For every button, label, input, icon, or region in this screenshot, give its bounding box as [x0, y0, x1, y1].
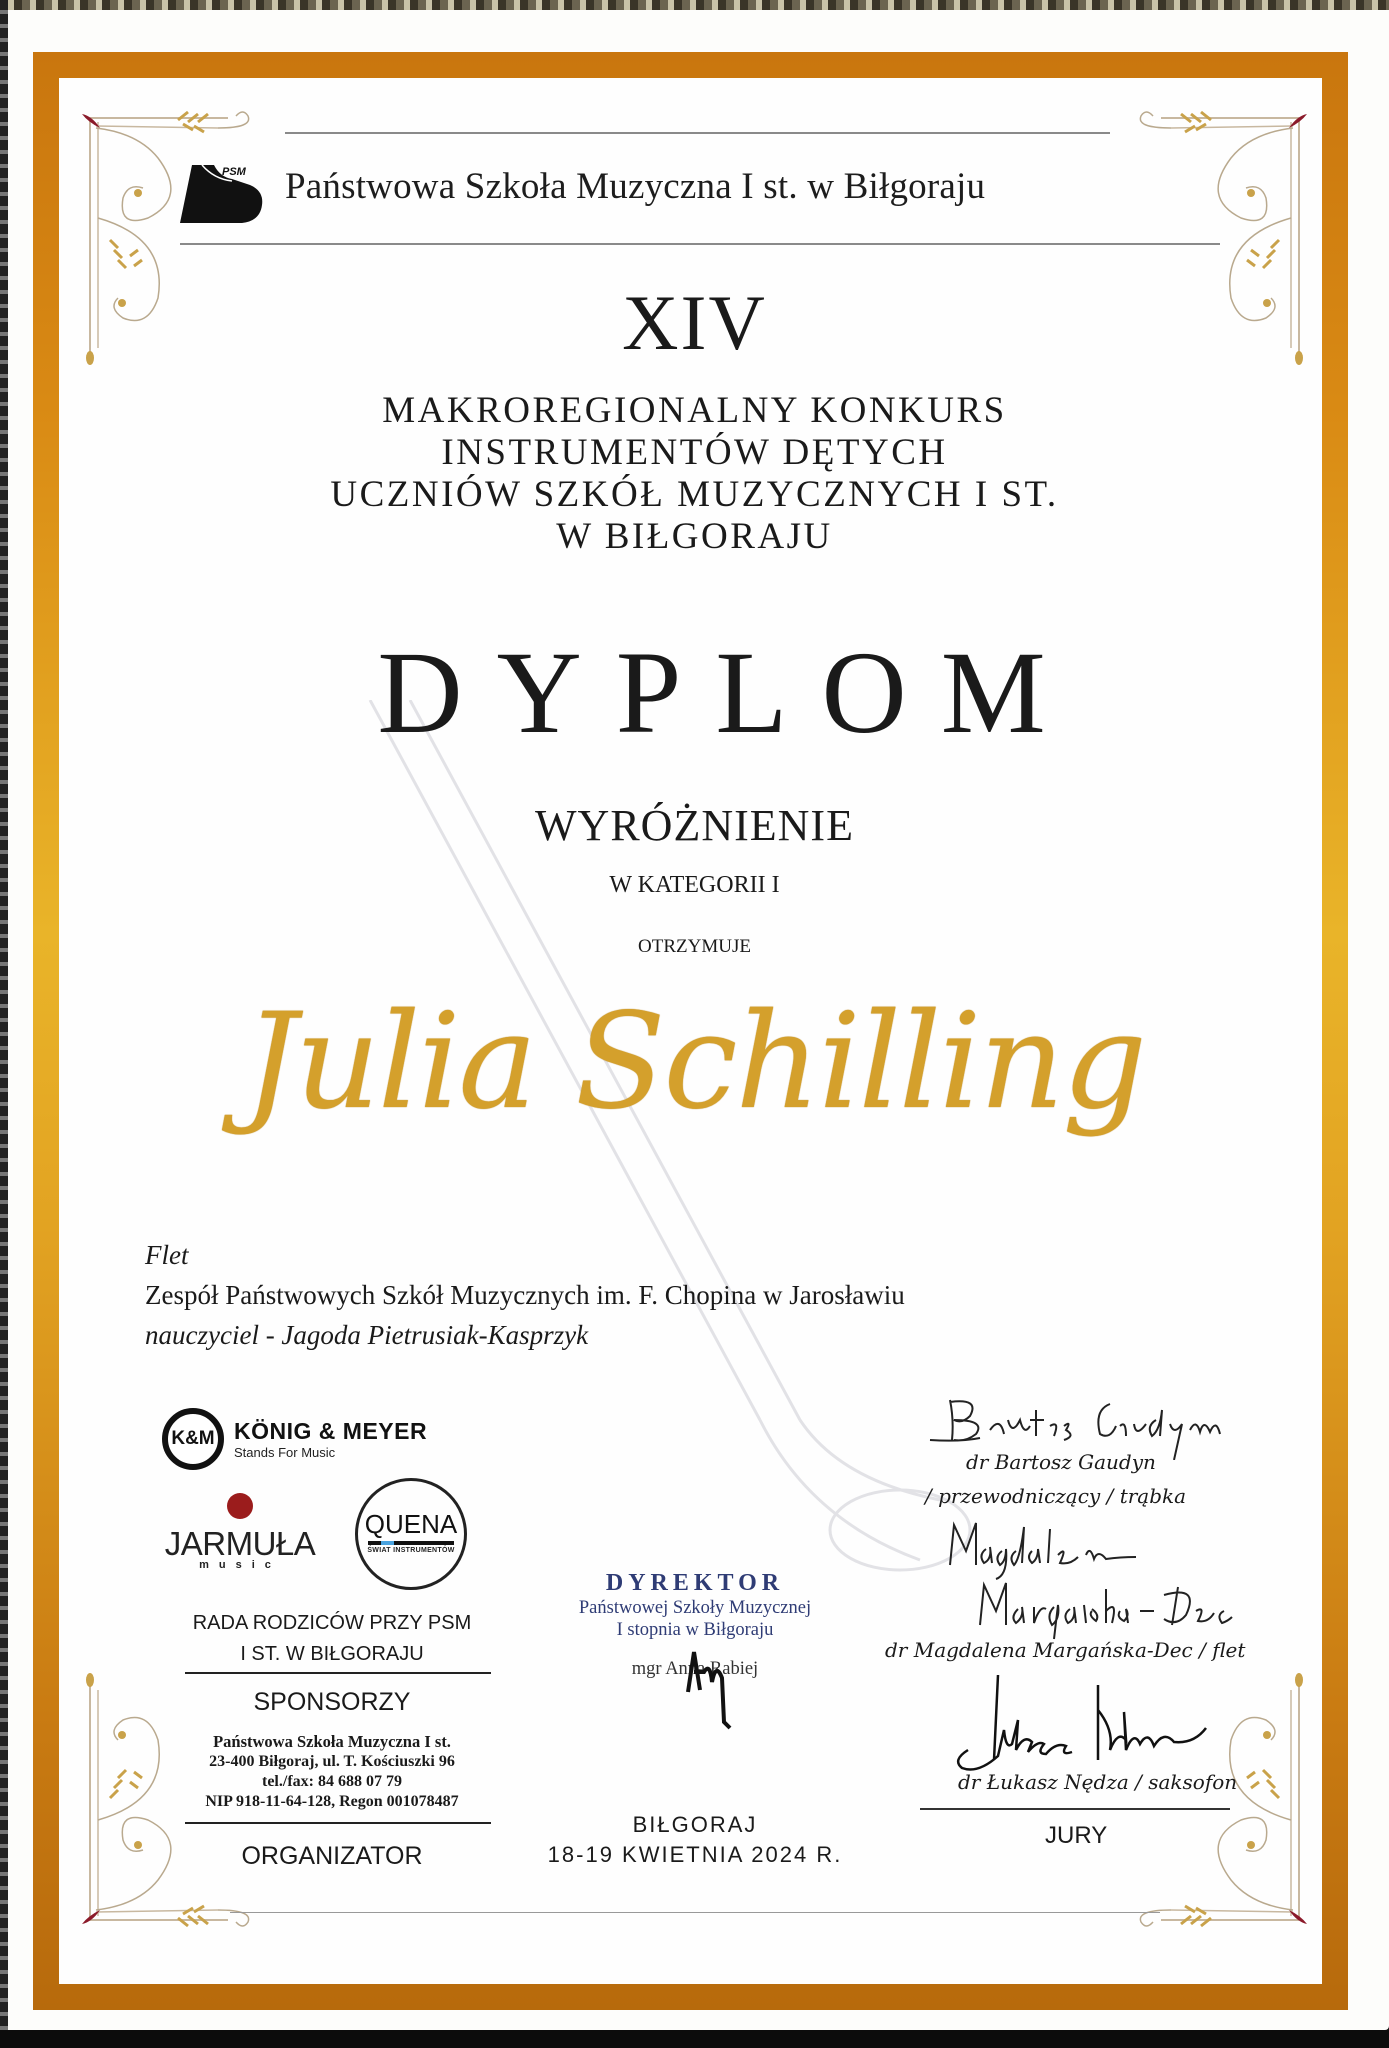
- quena-name: QUENA: [364, 1509, 458, 1539]
- rada-line: RADA RODZICÓW PRZY PSM: [192, 1612, 472, 1634]
- header-divider-top: [285, 132, 1110, 134]
- km-name: KÖNIG & MEYER: [234, 1418, 428, 1444]
- jury-member-2: dr Magdalena Margańska-Dec / flet: [885, 1638, 1246, 1662]
- contest-title-line: W BIŁGORAJU: [556, 516, 833, 557]
- km-tagline: Stands For Music: [234, 1445, 336, 1460]
- receives-label: OTRZYMUJE: [638, 936, 751, 957]
- svg-text:PSM: PSM: [222, 166, 246, 178]
- contest-title-line: INSTRUMENTÓW DĘTYCH: [441, 432, 948, 473]
- psm-piano-logo-icon: [180, 163, 265, 226]
- recipient-name: Julia Schilling: [244, 985, 1145, 1139]
- director-name: mgr Anna Rabiej: [631, 1659, 759, 1679]
- jury-divider: [920, 1808, 1230, 1810]
- award-category: W KATEGORII I: [609, 872, 780, 898]
- diploma-title: DYPLOM: [377, 627, 1080, 758]
- sponsor-jarmula: [160, 1493, 320, 1571]
- sponsor-parents-council: [172, 1608, 492, 1670]
- director-line: Państwowej Szkoły Muzycznej: [578, 1598, 812, 1618]
- sponsor-quena: [355, 1478, 467, 1590]
- signature-nedza-icon: [948, 1670, 1228, 1780]
- jarmula-name: JARMUŁA: [164, 1525, 316, 1562]
- award-level: WYRÓŻNIENIE: [535, 801, 854, 850]
- sponsors-label: SPONSORZY: [253, 1688, 411, 1716]
- contest-edition: XIV: [622, 279, 767, 366]
- rada-line: I ST. W BIŁGORAJU: [240, 1643, 424, 1665]
- date: 18-19 KWIETNIA 2024 R.: [547, 1842, 843, 1867]
- jury-member-3: dr Łukasz Nędza / saksofon: [958, 1770, 1238, 1794]
- stamp-line: tel./fax: 84 688 07 79: [262, 1773, 402, 1790]
- footer-divider: [230, 1912, 1160, 1913]
- director-signature-icon: [680, 1642, 740, 1732]
- quena-flute-icon: [368, 1541, 454, 1545]
- director-title: DYREKTOR: [605, 1570, 785, 1596]
- quena-sub: ŚWIAT INSTRUMENTÓW: [367, 1547, 455, 1554]
- place: BIŁGORAJ: [632, 1812, 758, 1837]
- organizer-divider: [185, 1822, 491, 1824]
- teacher: nauczyciel - Jagoda Pietrusiak-Kasprzyk: [145, 1320, 589, 1350]
- jury-member-1-role: / przewodniczący / trąbka: [925, 1484, 1187, 1508]
- recipient-school: Zespół Państwowych Szkół Muzycznych im. F. Chopina w Jarosławiu: [145, 1280, 905, 1310]
- jury-label: JURY: [1045, 1822, 1108, 1849]
- signature-marganska-icon: [940, 1515, 1260, 1640]
- header-divider-bottom: [180, 243, 1220, 245]
- organizer-label: ORGANIZATOR: [241, 1842, 423, 1870]
- km-logo-icon: K&M: [162, 1408, 224, 1470]
- background-strip-top: [0, 0, 1389, 10]
- jury-member-1-name: dr Bartosz Gaudyn: [966, 1450, 1156, 1474]
- school-name: Państwowa Szkoła Muzyczna I st. w Biłgoraju: [285, 166, 986, 207]
- place-and-date: [500, 1812, 890, 1868]
- stamp-line: 23-400 Biłgoraj, ul. T. Kościuszki 96: [209, 1753, 455, 1770]
- background-strip-bottom: [0, 2030, 1389, 2048]
- contest-title: [0, 390, 1389, 558]
- instrument: Flet: [145, 1240, 189, 1270]
- jarmula-sub: music: [199, 1559, 281, 1571]
- contest-title-line: MAKROREGIONALNY KONKURS: [382, 390, 1007, 431]
- jarmula-logo-icon: [227, 1493, 253, 1519]
- contest-title-line: UCZNIÓW SZKÓŁ MUZYCZNYCH I ST.: [330, 474, 1059, 515]
- stamp-line: Państwowa Szkoła Muzyczna I st.: [213, 1732, 451, 1751]
- sponsors-divider: [185, 1672, 491, 1674]
- sponsor-konig-meyer: [162, 1408, 427, 1470]
- organizer-stamp: [172, 1732, 492, 1812]
- stamp-line: NIP 918-11-64-128, Regon 001078487: [205, 1793, 459, 1810]
- recipient-details: [145, 1235, 905, 1355]
- director-line: I stopnia w Biłgoraju: [616, 1620, 774, 1640]
